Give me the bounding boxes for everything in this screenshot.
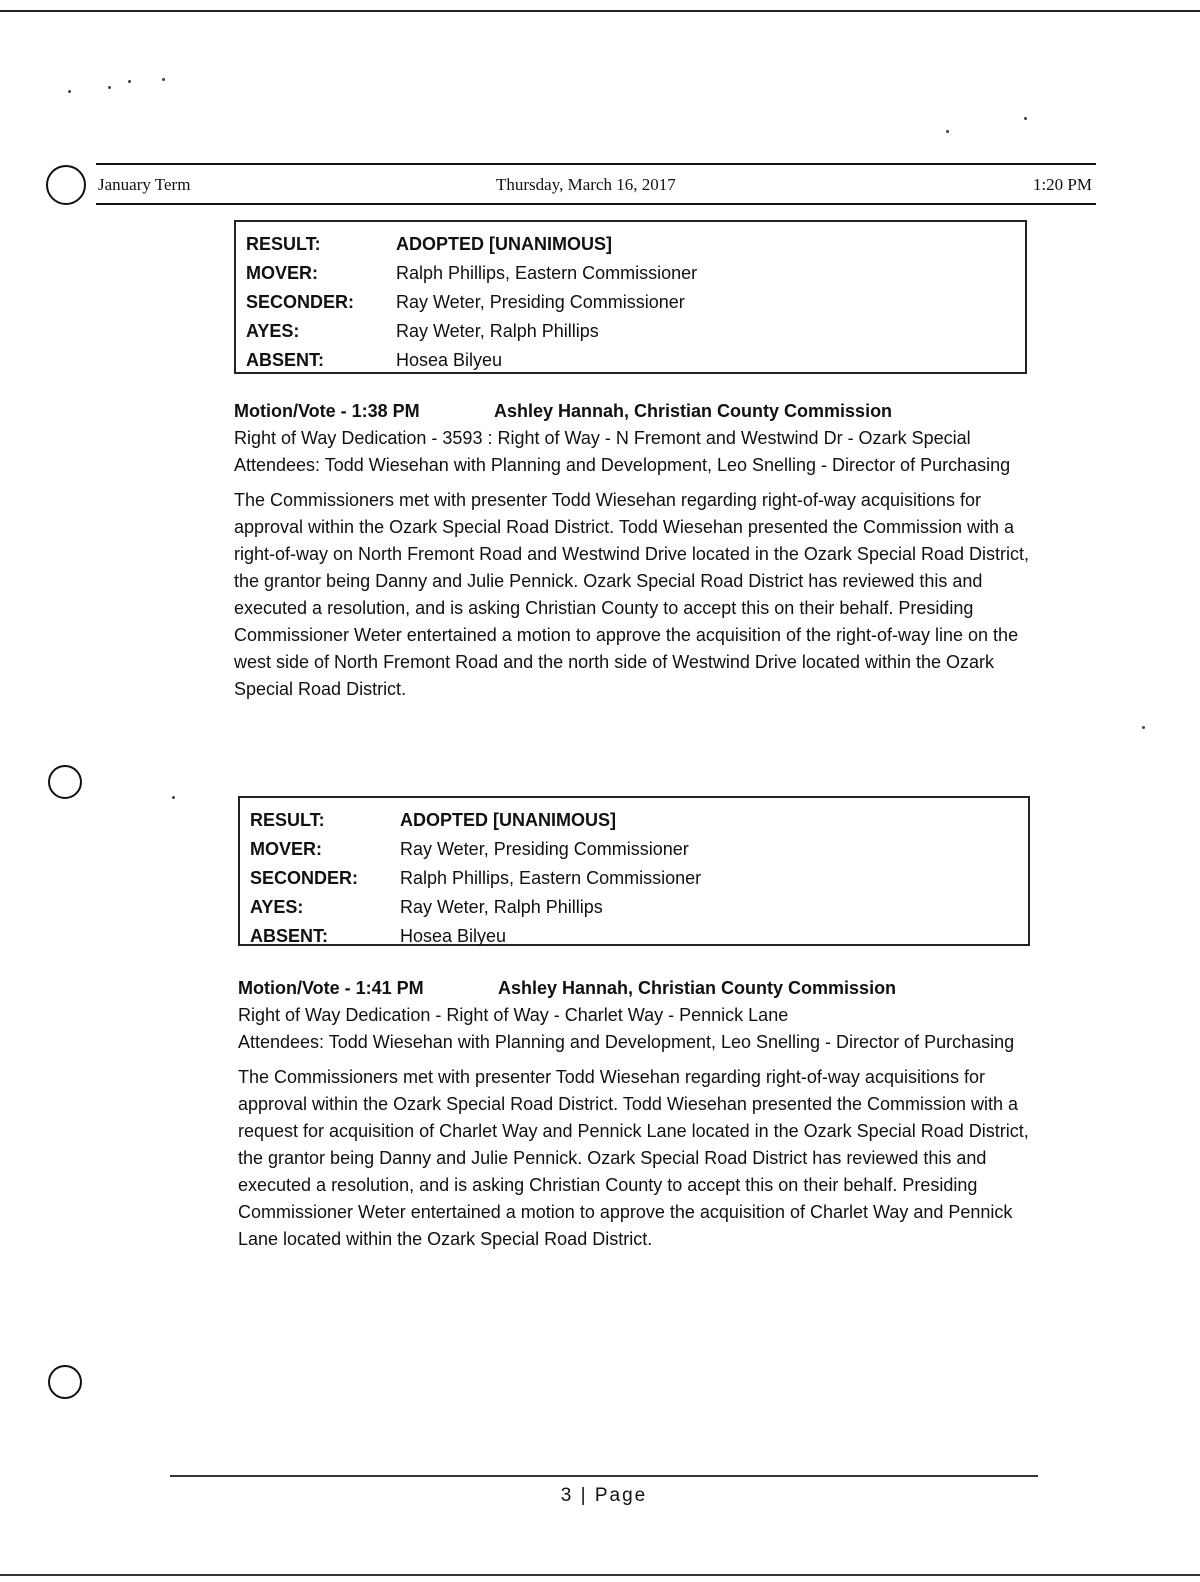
vote-row-mover	[250, 835, 1018, 864]
motion-section	[238, 975, 1038, 1253]
vote-value: Ray Weter, Presiding Commissioner	[400, 839, 689, 859]
motion-body: The Commissioners met with presenter Todd Wiesehan regarding right-of-way acquisitions for approval within the Ozark Special Road District. Todd Wiesehan presented the Commission with a right-of-way on North Fremont Road and Westwind Drive located in the Ozark Special Road District, the grantor being Danny and Julie Pennick. Ozark Special Road District has reviewed this and executed a resolution, and is asking Christian County to accept this on their behalf. Presiding Commissioner Weter entertained a motion to approve the acquisition of the right-of-way line on the west side of North Fremont Road and the north side of Westwind Drive located within the Ozark Special Road District.	[234, 490, 1029, 699]
motion-subject: Right of Way Dedication - 3593 : Right of Way - N Fremont and Westwind Dr - Ozark Special	[234, 428, 971, 448]
term-label: January Term	[98, 175, 191, 194]
vote-row-seconder	[250, 864, 1018, 893]
motion-presenter: Ashley Hannah, Christian County Commission	[498, 978, 897, 998]
meeting-date: Thursday, March 16, 2017	[496, 175, 676, 194]
header-top-rule	[96, 163, 1096, 165]
scan-bottom-edge	[0, 1574, 1200, 1576]
vote-row-ayes	[250, 893, 1018, 922]
vote-label: RESULT:	[250, 810, 325, 830]
vote-row-absent	[246, 346, 1015, 375]
motion-heading	[234, 398, 1034, 425]
meeting-time: 1:20 PM	[1032, 175, 1092, 194]
vote-row-result	[246, 230, 1015, 259]
vote-value: Ralph Phillips, Eastern Commissioner	[396, 263, 698, 283]
vote-row-seconder	[246, 288, 1015, 317]
vote-result-box	[234, 220, 1027, 374]
vote-value: Hosea Bilyeu	[396, 350, 503, 370]
vote-label: MOVER:	[250, 839, 322, 859]
vote-value: ADOPTED [UNANIMOUS]	[400, 810, 616, 830]
page-footer	[170, 1475, 1038, 1506]
scan-speck	[68, 90, 71, 93]
vote-label: MOVER:	[246, 263, 318, 283]
vote-row-result	[250, 806, 1018, 835]
vote-label: ABSENT:	[250, 926, 329, 946]
motion-attendees: Attendees: Todd Wiesehan with Planning and Development, Leo Snelling - Director of Purchasing	[238, 1032, 1015, 1052]
vote-value: Ray Weter, Ralph Phillips	[400, 897, 603, 917]
vote-value: Ray Weter, Ralph Phillips	[396, 321, 599, 341]
header-bottom-rule	[96, 203, 1096, 205]
scan-speck	[946, 130, 949, 133]
motion-heading	[238, 975, 1038, 1002]
scan-speck	[172, 796, 175, 799]
vote-value: ADOPTED [UNANIMOUS]	[396, 234, 612, 254]
motion-section	[234, 398, 1034, 703]
motion-time: Motion/Vote - 1:41 PM	[238, 978, 424, 998]
page-number: 3 | Page	[560, 1485, 648, 1506]
vote-label: SECONDER:	[246, 292, 355, 312]
motion-time: Motion/Vote - 1:38 PM	[234, 401, 420, 421]
vote-value: Hosea Bilyeu	[400, 926, 507, 946]
vote-row-mover	[246, 259, 1015, 288]
vote-label: AYES:	[250, 897, 304, 917]
motion-body: The Commissioners met with presenter Todd Wiesehan regarding right-of-way acquisitions for approval within the Ozark Special Road District. Todd Wiesehan presented the Commission with a request for acquisition of Charlet Way and Pennick Lane located in the Ozark Special Road District, the grantor being Danny and Julie Pennick. Ozark Special Road District has reviewed this and executed a resolution, and is asking Christian County to accept this on their behalf. Presiding Commissioner Weter entertained a motion to approve the acquisition of Charlet Way and Pennick Lane located within the Ozark Special Road District.	[238, 1067, 1029, 1249]
scan-speck	[1024, 117, 1027, 120]
vote-label: RESULT:	[246, 234, 321, 254]
vote-result-box	[238, 796, 1030, 946]
scan-speck	[1142, 726, 1145, 729]
vote-value: Ray Weter, Presiding Commissioner	[396, 292, 685, 312]
scan-top-edge	[0, 10, 1200, 12]
punch-hole-icon	[48, 765, 82, 799]
vote-label: AYES:	[246, 321, 300, 341]
scan-speck	[108, 86, 111, 89]
vote-label: SECONDER:	[250, 868, 359, 888]
punch-hole-icon	[48, 1365, 82, 1399]
motion-attendees: Attendees: Todd Wiesehan with Planning and Development, Leo Snelling - Director of Purchasing	[234, 455, 1011, 475]
vote-value: Ralph Phillips, Eastern Commissioner	[400, 868, 702, 888]
vote-label: ABSENT:	[246, 350, 325, 370]
scan-speck	[128, 80, 131, 83]
motion-presenter: Ashley Hannah, Christian County Commission	[494, 401, 893, 421]
vote-row-ayes	[246, 317, 1015, 346]
motion-subject: Right of Way Dedication - Right of Way - Charlet Way - Pennick Lane	[238, 1005, 789, 1025]
scan-speck	[162, 78, 165, 81]
vote-row-absent	[250, 922, 1018, 951]
punch-hole-icon	[46, 165, 86, 205]
